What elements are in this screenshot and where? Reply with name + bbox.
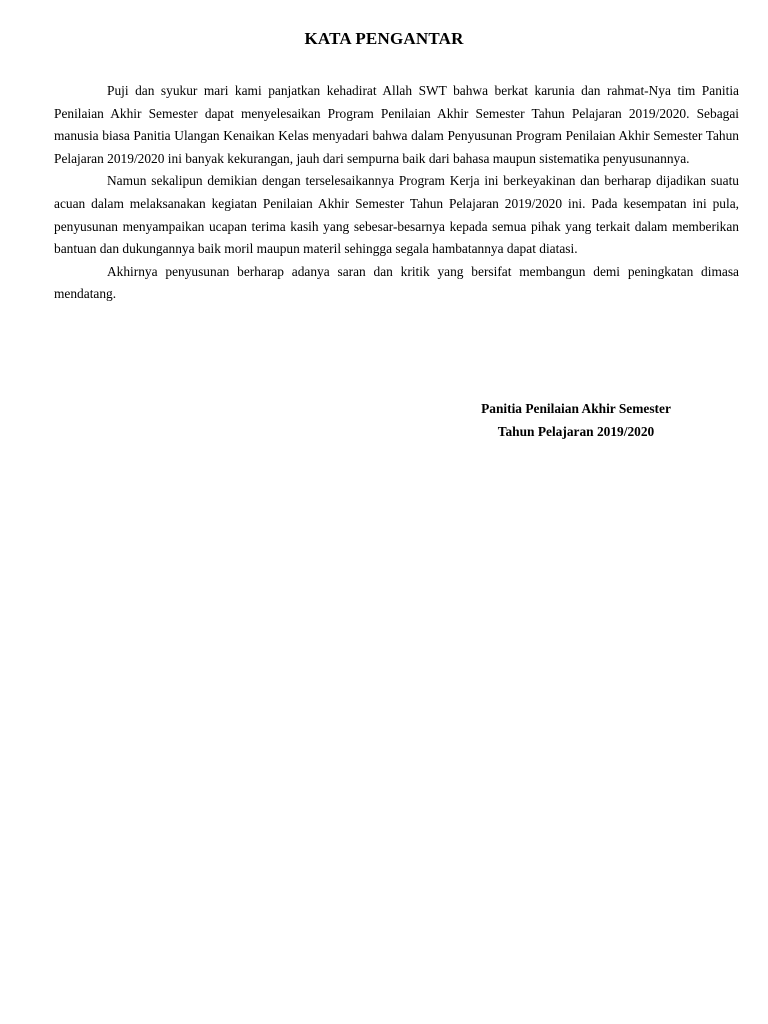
paragraph-1: Puji dan syukur mari kami panjatkan kehadirat Allah SWT bahwa berkat karunia dan rahmat-Nya tim Panitia Penilaian Akhir Semester dapat menyelesaikan Program Penilaian Akhir Semester Tahun Pelajaran 2019/2020. Sebagai manusia biasa Panitia Ulangan Kenaikan Kelas menyadari bahwa dalam Penyusunan Program Penilaian Akhir Semester Tahun Pelajaran 2019/2020 ini banyak kekurangan, jauh dari sempurna baik dari bahasa maupun sistematika penyusunannya. — [54, 83, 739, 166]
paragraph-2: Namun sekalipun demikian dengan terselesaikannya Program Kerja ini berkeyakinan dan berharap dijadikan suatu acuan dalam melaksanakan kegiatan Penilaian Akhir Semester Tahun Pelajaran 2019/2020 ini. Pada kesempatan ini pula, penyusunan menyampaikan ucapan terima kasih yang sebesar-besarnya kepada semua pihak yang terkait dalam memberikan bantuan dan dukungannya baik moril maupun materil sehingga segala hambatannya dapat diatasi. — [54, 173, 739, 257]
signature-committee: Panitia Penilaian Akhir Semester — [481, 401, 671, 416]
signature-block — [456, 398, 696, 443]
page-title: KATA PENGANTAR — [304, 29, 464, 48]
signature-year: Tahun Pelajaran 2019/2020 — [497, 423, 655, 439]
body-text — [54, 80, 739, 306]
paragraph-3: Akhirnya penyusunan berharap adanya saran dan kritik yang bersifat membangun demi peningkatan dimasa mendatang. — [54, 263, 739, 302]
